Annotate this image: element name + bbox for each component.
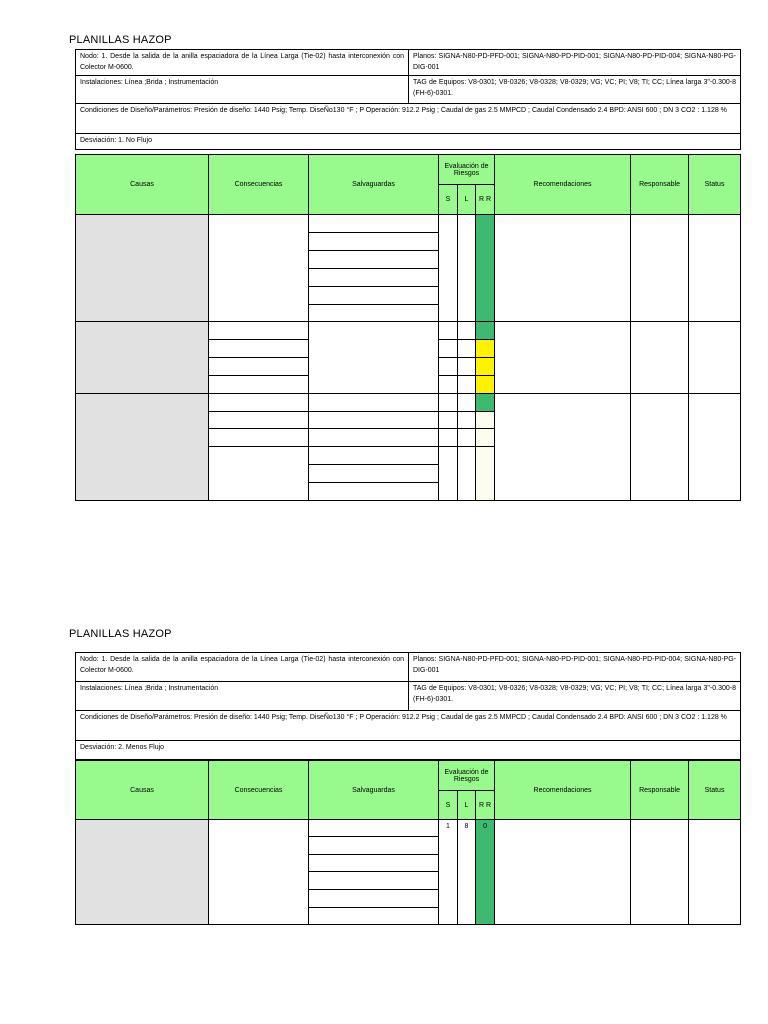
consequence-cell[interactable] xyxy=(209,820,309,925)
design-conditions: Condiciones de Diseño/Parámetros: Presión de diseño: 1440 Psig; Temp. DiseÑo130 °F ; P Operación: 912.2 Psig ; Caudal de gas 2.5 MMPCD ; Caudal Condensado 2.4 BPD: ANSI 600 ; DN 3 CO2 : 1.128 % xyxy=(76,104,741,134)
planos-list: Planos: SIGNA-N80-PD-PFD-001; SIGNA-N80-PD-PID-001; SIGNA-N80-PD-PID-004; SIGNA-N80-PG-DIG-001 xyxy=(409,50,741,76)
deviation-label: Desviación: 1. No Flujo xyxy=(76,134,741,150)
cause-cell[interactable] xyxy=(76,215,209,322)
rr-cell[interactable] xyxy=(476,358,495,376)
s-cell[interactable] xyxy=(439,376,458,394)
col-evaluacion: Evaluación de Riesgos xyxy=(439,155,495,185)
s-cell[interactable] xyxy=(439,215,458,322)
responsible-cell[interactable] xyxy=(631,394,689,501)
safeguard-cell[interactable] xyxy=(309,465,439,483)
consequence-cell[interactable] xyxy=(209,215,309,322)
col-rr: R R xyxy=(476,791,495,820)
rr-cell[interactable] xyxy=(476,412,495,429)
col-status: Status xyxy=(689,155,741,215)
status-cell[interactable] xyxy=(689,394,741,501)
safeguard-cell[interactable] xyxy=(309,394,439,412)
safeguard-cell[interactable] xyxy=(309,215,439,233)
l-cell[interactable] xyxy=(458,340,476,358)
l-cell[interactable] xyxy=(458,412,476,429)
s-cell[interactable] xyxy=(439,358,458,376)
instalaciones-list: Instalaciones: Línea ;Brida ; Instrumentación xyxy=(76,76,409,104)
sheet-1-title: PLANILLAS HAZOP xyxy=(69,34,172,46)
sheet-1-info-table xyxy=(75,49,741,150)
safeguard-cell[interactable] xyxy=(309,872,439,890)
rr-cell[interactable] xyxy=(476,340,495,358)
cause-cell[interactable] xyxy=(76,394,209,501)
responsible-cell[interactable] xyxy=(631,820,689,925)
l-cell[interactable] xyxy=(458,376,476,394)
consequence-cell[interactable] xyxy=(209,429,309,447)
table-row xyxy=(76,215,741,233)
s-cell[interactable] xyxy=(439,340,458,358)
col-s: S xyxy=(439,791,458,820)
col-consecuencias: Consecuencias xyxy=(209,761,309,820)
planos-list: Planos: SIGNA-N80-PD-PFD-001; SIGNA-N80-PD-PID-001; SIGNA-N80-PD-PID-004; SIGNA-N80-PG-DIG-001 xyxy=(409,653,741,682)
col-l: L xyxy=(458,185,476,215)
safeguard-cell[interactable] xyxy=(309,251,439,269)
col-salvaguardas: Salvaguardas xyxy=(309,155,439,215)
col-recomendaciones: Recomendaciones xyxy=(495,155,631,215)
node-description: Nodo: 1. Desde la salida de la anilla espaciadora de la Línea Larga (Tie-02) hasta interconexión con Colector M-0600. xyxy=(76,653,409,682)
col-recomendaciones: Recomendaciones xyxy=(495,761,631,820)
responsible-cell[interactable] xyxy=(631,322,689,394)
safeguard-cell[interactable] xyxy=(309,820,439,837)
recommendation-cell[interactable] xyxy=(495,215,631,322)
safeguard-cell[interactable] xyxy=(309,447,439,465)
col-responsable: Responsable xyxy=(631,155,689,215)
safeguard-cell[interactable] xyxy=(309,908,439,925)
safeguard-cell[interactable] xyxy=(309,322,439,394)
col-s: S xyxy=(439,185,458,215)
l-cell[interactable] xyxy=(458,215,476,322)
consequence-cell[interactable] xyxy=(209,394,309,412)
l-cell[interactable]: 8 xyxy=(458,820,476,925)
deviation-label: Desviación: 2. Menos Flujo xyxy=(76,741,741,760)
safeguard-cell[interactable] xyxy=(309,483,439,501)
safeguard-cell[interactable] xyxy=(309,890,439,908)
sheet-2-title: PLANILLAS HAZOP xyxy=(69,628,172,640)
responsible-cell[interactable] xyxy=(631,215,689,322)
rr-cell[interactable] xyxy=(476,376,495,394)
s-cell[interactable] xyxy=(439,447,458,501)
consequence-cell[interactable] xyxy=(209,340,309,358)
col-salvaguardas: Salvaguardas xyxy=(309,761,439,820)
col-consecuencias: Consecuencias xyxy=(209,155,309,215)
sheet-2-info-table xyxy=(75,652,741,760)
consequence-cell[interactable] xyxy=(209,358,309,376)
safeguard-cell[interactable] xyxy=(309,305,439,322)
s-cell[interactable] xyxy=(439,394,458,412)
recommendation-cell[interactable] xyxy=(495,394,631,501)
consequence-cell[interactable] xyxy=(209,322,309,340)
safeguard-cell[interactable] xyxy=(309,269,439,287)
s-cell[interactable] xyxy=(439,412,458,429)
cause-cell[interactable] xyxy=(76,322,209,394)
safeguard-cell[interactable] xyxy=(309,837,439,855)
col-l: L xyxy=(458,791,476,820)
instalaciones-list: Instalaciones: Línea ;Brida ; Instrumentación xyxy=(76,682,409,711)
status-cell[interactable] xyxy=(689,820,741,925)
node-description: Nodo: 1. Desde la salida de la anilla espaciadora de la Línea Larga (Tie-02) hasta interconexión con Colector M-0600. xyxy=(76,50,409,76)
status-cell[interactable] xyxy=(689,322,741,394)
rr-cell[interactable]: 0 xyxy=(476,820,495,925)
table-row xyxy=(76,820,741,837)
s-cell[interactable] xyxy=(439,322,458,340)
cause-cell[interactable] xyxy=(76,820,209,925)
safeguard-cell[interactable] xyxy=(309,287,439,305)
safeguard-cell[interactable] xyxy=(309,855,439,872)
consequence-cell[interactable] xyxy=(209,376,309,394)
design-conditions: Condiciones de Diseño/Parámetros: Presión de diseño: 1440 Psig; Temp. DiseÑo130 °F ; P Operación: 912.2 Psig ; Caudal de gas 2.5 MMPCD ; Caudal Condensado 2.4 BPD: ANSI 600 ; DN 3 CO2 : 1.128 % xyxy=(76,711,741,741)
rr-cell[interactable] xyxy=(476,447,495,501)
rr-cell[interactable] xyxy=(476,429,495,447)
col-causas: Causas xyxy=(76,761,209,820)
table-row xyxy=(76,394,741,412)
tag-equipos: TAG de Equipos: V8-0301; V8-0326; V8-0328; V8-0329; VG; VC; PI; V8; TI; CC; Línea larga 3"-0.300-8 (FH-6)-0301. xyxy=(409,76,741,104)
recommendation-cell[interactable] xyxy=(495,820,631,925)
rr-cell[interactable] xyxy=(476,322,495,340)
l-cell[interactable] xyxy=(458,322,476,340)
table-row xyxy=(76,322,741,340)
safeguard-cell[interactable] xyxy=(309,429,439,447)
sheet-1-hazop-grid xyxy=(75,154,741,501)
l-cell[interactable] xyxy=(458,447,476,501)
rr-cell[interactable] xyxy=(476,394,495,412)
status-cell[interactable] xyxy=(689,215,741,322)
s-cell[interactable]: 1 xyxy=(439,820,458,925)
col-causas: Causas xyxy=(76,155,209,215)
safeguard-cell[interactable] xyxy=(309,233,439,251)
consequence-cell[interactable] xyxy=(209,447,309,501)
col-rr: R R xyxy=(476,185,495,215)
l-cell[interactable] xyxy=(458,358,476,376)
recommendation-cell[interactable] xyxy=(495,322,631,394)
col-evaluacion: Evaluación de Riesgos xyxy=(439,761,495,791)
safeguard-cell[interactable] xyxy=(309,412,439,429)
consequence-cell[interactable] xyxy=(209,412,309,429)
l-cell[interactable] xyxy=(458,394,476,412)
l-cell[interactable] xyxy=(458,429,476,447)
rr-cell[interactable] xyxy=(476,215,495,322)
tag-equipos: TAG de Equipos: V8-0301; V8-0326; V8-0328; V8-0329; VG; VC; PI; V8; TI; CC; Línea larga 3"-0.300-8 (FH-6)-0301. xyxy=(409,682,741,711)
s-cell[interactable] xyxy=(439,429,458,447)
col-status: Status xyxy=(689,761,741,820)
sheet-2-hazop-grid xyxy=(75,760,741,925)
col-responsable: Responsable xyxy=(631,761,689,820)
